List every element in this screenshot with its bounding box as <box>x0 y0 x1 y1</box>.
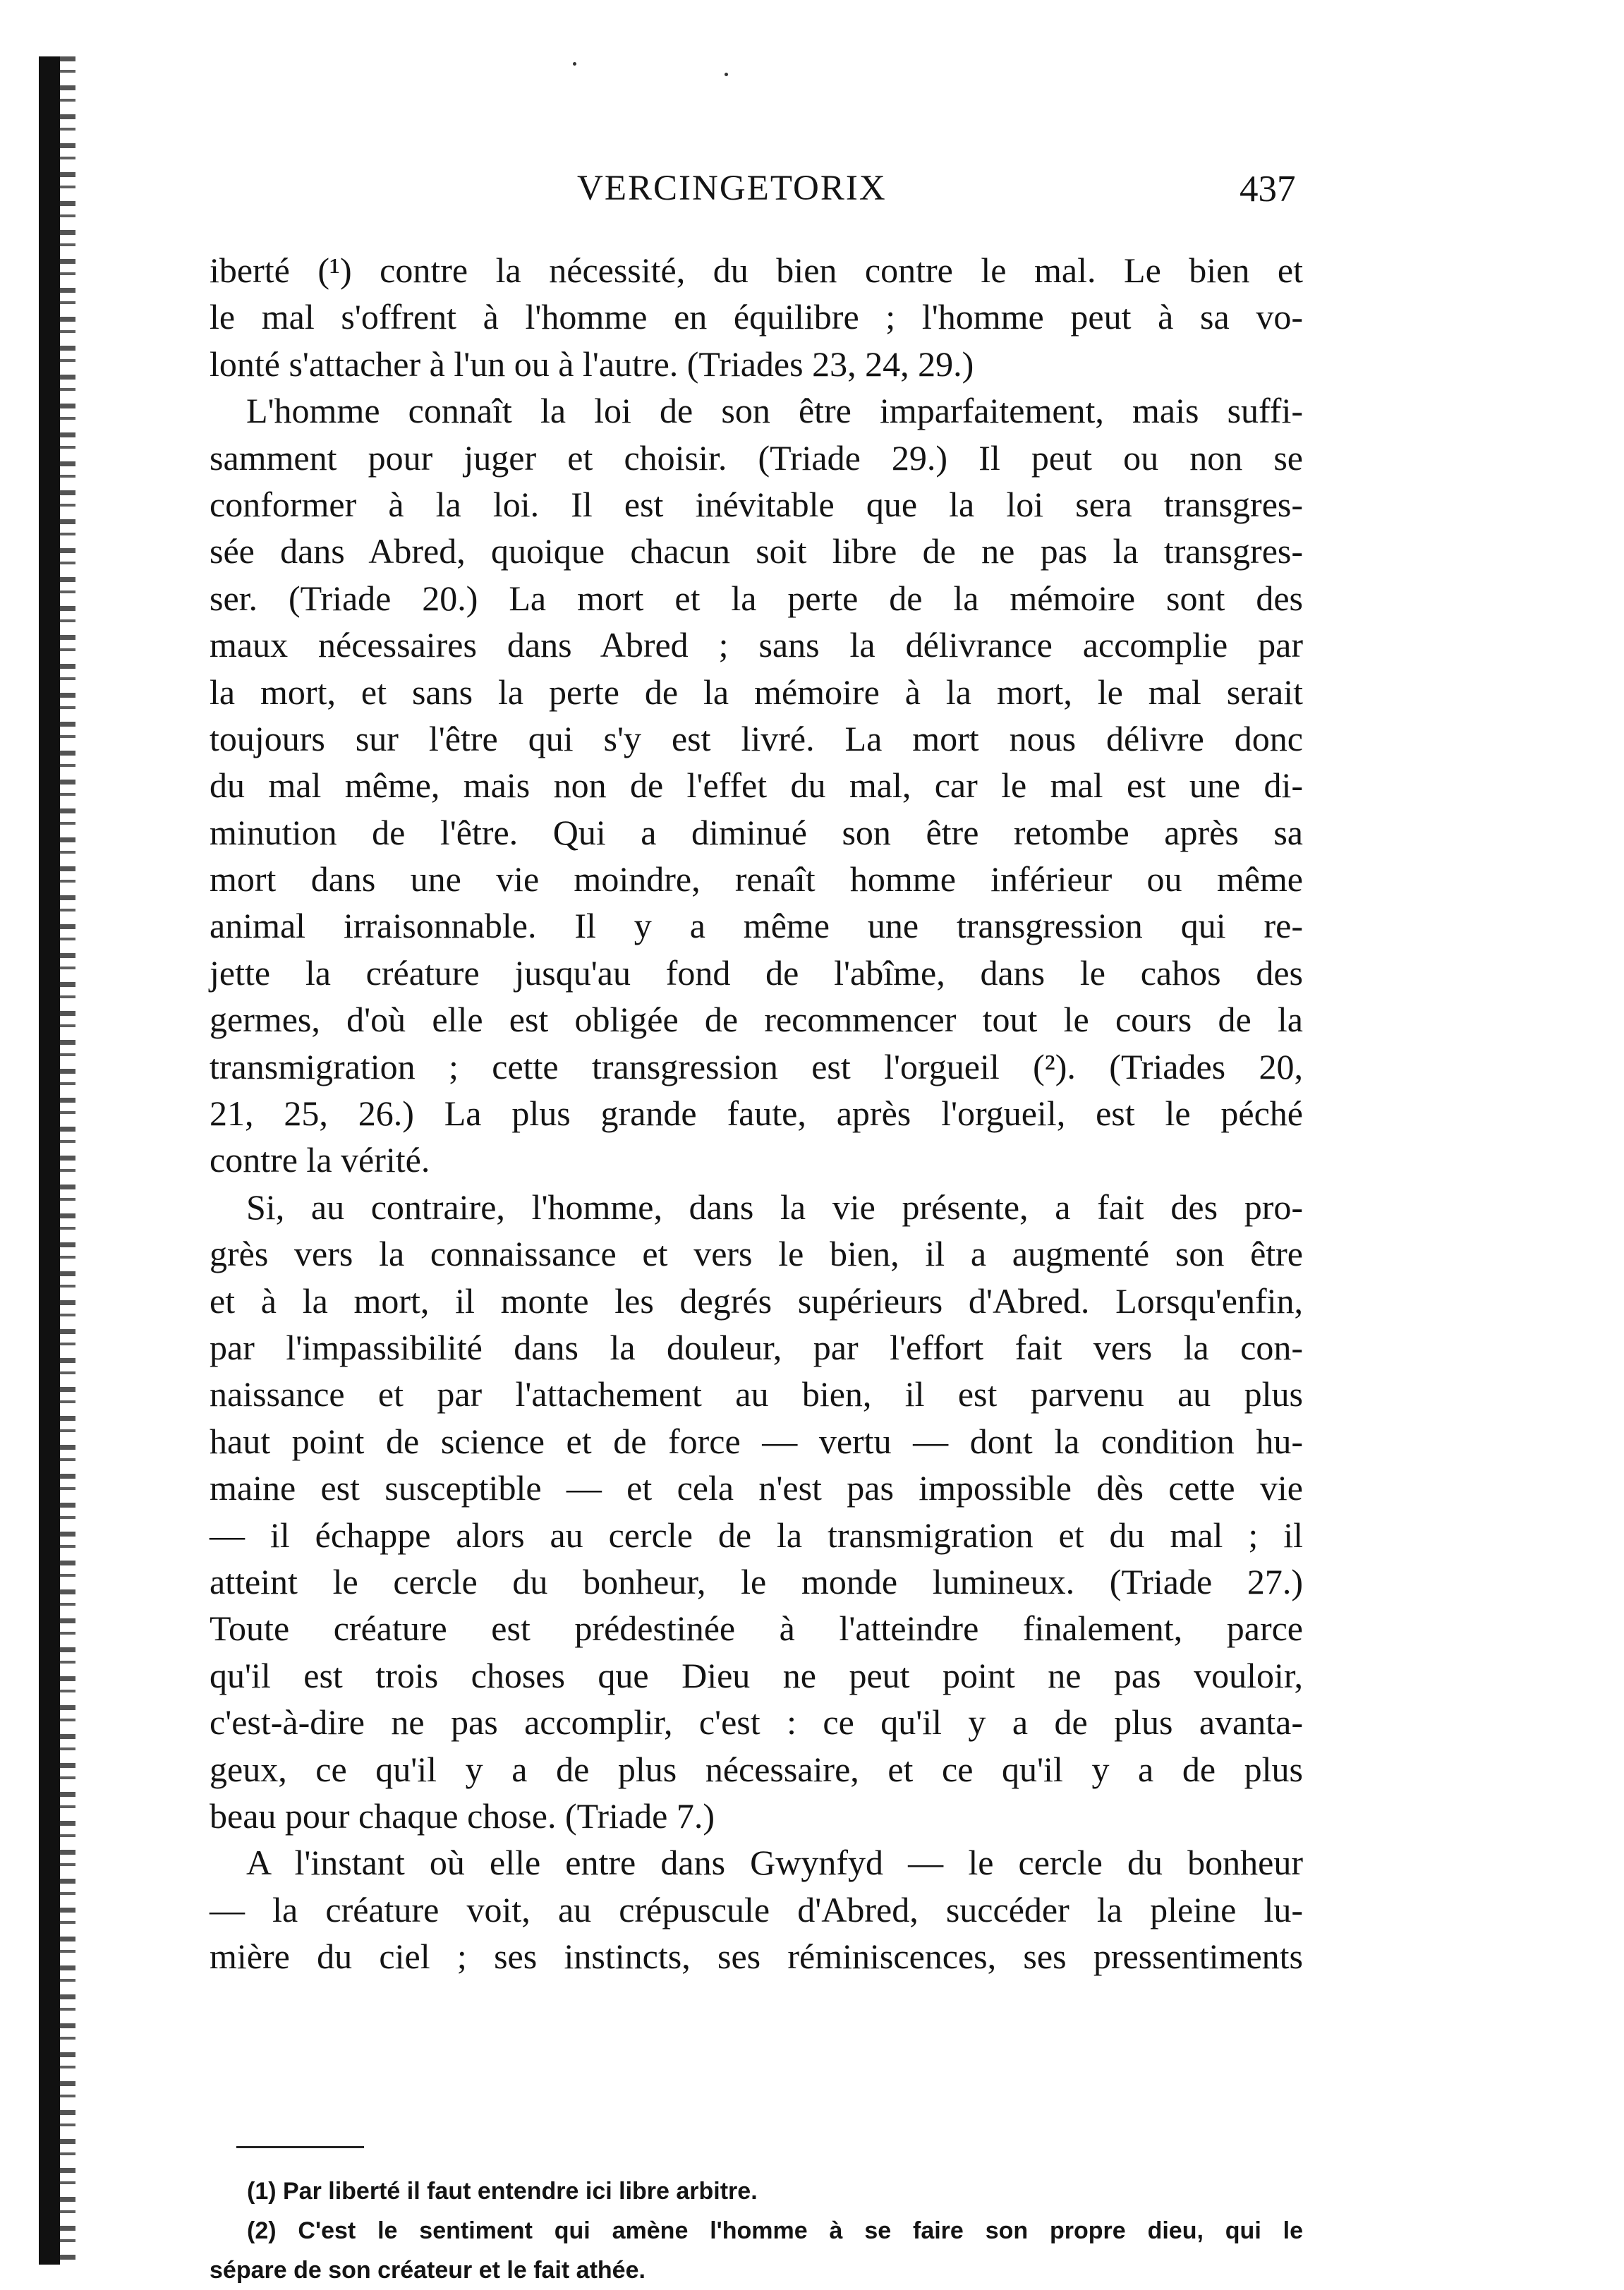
body-text <box>210 247 1303 1980</box>
text-line: mière du ciel ; ses instincts, ses réminiscences, ses pressentiments <box>210 1937 1303 1977</box>
page-number: 437 <box>1240 169 1296 210</box>
text-line: maux nécessaires dans Abred ; sans la délivrance accomplie par <box>210 625 1303 665</box>
text-line: germes, d'où elle est obligée de recommencer tout le cours de la <box>210 1000 1303 1040</box>
text-line: maine est susceptible — et cela n'est pas impossible dès cette vie <box>210 1468 1303 1508</box>
text-line: Si, au contraire, l'homme, dans la vie présente, a fait des pro- <box>246 1187 1303 1227</box>
text-line: transmigration ; cette transgression est l'orgueil (²). (Triades 20, <box>210 1046 1303 1086</box>
running-title: VERCINGETORIX <box>577 169 887 208</box>
text-line: toujours sur l'être qui s'y est livré. La mort nous délivre donc <box>210 718 1303 758</box>
text-line: conformer à la loi. Il est inévitable que la loi sera transgres- <box>210 484 1303 524</box>
text-line: ser. (Triade 20.) La mort et la perte de la mémoire sont des <box>210 578 1303 618</box>
text-line: par l'impassibilité dans la douleur, par l'effort fait vers la con- <box>210 1327 1303 1367</box>
text-line: animal irraisonnable. Il y a même une transgression qui re- <box>210 906 1303 946</box>
text-line: le mal s'offrent à l'homme en équilibre ; l'homme peut à sa vo- <box>210 297 1303 337</box>
text-line: contre la vérité. <box>210 1140 430 1180</box>
text-line: la mort, et sans la perte de la mémoire à la mort, le mal serait <box>210 672 1303 712</box>
text-line: mort dans une vie moindre, renaît homme inférieur ou même <box>210 859 1303 899</box>
text-line: 21, 25, 26.) La plus grande faute, après l'orgueil, est le péché <box>210 1093 1303 1134</box>
text-line: grès vers la connaissance et vers le bien, il a augmenté son être <box>210 1234 1303 1274</box>
text-line: atteint le cercle du bonheur, le monde lumineux. (Triade 27.) <box>210 1561 1303 1601</box>
text-line: samment pour juger et choisir. (Triade 29.) Il peut ou non se <box>210 437 1303 478</box>
text-line: et à la mort, il monte les degrés supérieurs d'Abred. Lorsqu'enfin, <box>210 1280 1303 1321</box>
text-line: c'est-à-dire ne pas accomplir, c'est : ce qu'il y a de plus avanta- <box>210 1702 1303 1743</box>
footnotes <box>210 2171 1303 2290</box>
book-binding-edge <box>39 56 60 2265</box>
text-line: L'homme connaît la loi de son être imparfaitement, mais suffi- <box>246 391 1303 431</box>
text-line: A l'instant où elle entre dans Gwynfyd — le cercle du bonheur <box>246 1843 1303 1883</box>
text-line: jette la créature jusqu'au fond de l'abîme, dans le cahos des <box>210 952 1303 993</box>
text-line: qu'il est trois choses que Dieu ne peut point ne pas vouloir, <box>210 1655 1303 1695</box>
text-line: naissance et par l'attachement au bien, il est parvenu au plus <box>210 1374 1303 1414</box>
text-line: minution de l'être. Qui a diminué son être retombe après sa <box>210 812 1303 852</box>
text-line: lonté s'attacher à l'un ou à l'autre. (Triades 23, 24, 29.) <box>210 344 974 384</box>
text-line: iberté (¹) contre la nécessité, du bien contre le mal. Le bien et <box>210 250 1303 290</box>
scan-speck <box>725 73 728 76</box>
footnote-1: (1) Par liberté il faut entendre ici libre arbitre. <box>247 2178 758 2205</box>
text-line: du mal même, mais non de l'effet du mal, car le mal est une di- <box>210 765 1303 806</box>
text-line: Toute créature est prédestinée à l'atteindre finalement, parce <box>210 1609 1303 1649</box>
footnote-rule <box>236 2146 364 2148</box>
text-line: sée dans Abred, quoique chacun soit libre de ne pas la transgres- <box>210 531 1303 571</box>
text-line: geux, ce qu'il y a de plus nécessaire, et ce qu'il y a de plus <box>210 1749 1303 1789</box>
text-line: — la créature voit, au crépuscule d'Abred, succéder la pleine lu- <box>210 1889 1303 1929</box>
page-header <box>0 168 1624 224</box>
text-line: — il échappe alors au cercle de la transmigration et du mal ; il <box>210 1515 1303 1555</box>
text-line: haut point de science et de force — vertu — dont la condition hu- <box>210 1421 1303 1461</box>
text-line: beau pour chaque chose. (Triade 7.) <box>210 1795 715 1836</box>
footnote-2: (2) C'est le sentiment qui amène l'homme à se faire son propre dieu, qui le <box>247 2217 1303 2244</box>
footnote-2-continued: sépare de son créateur et le fait athée. <box>210 2257 646 2284</box>
scan-speck <box>573 62 576 66</box>
binding-shadow <box>60 56 75 2265</box>
